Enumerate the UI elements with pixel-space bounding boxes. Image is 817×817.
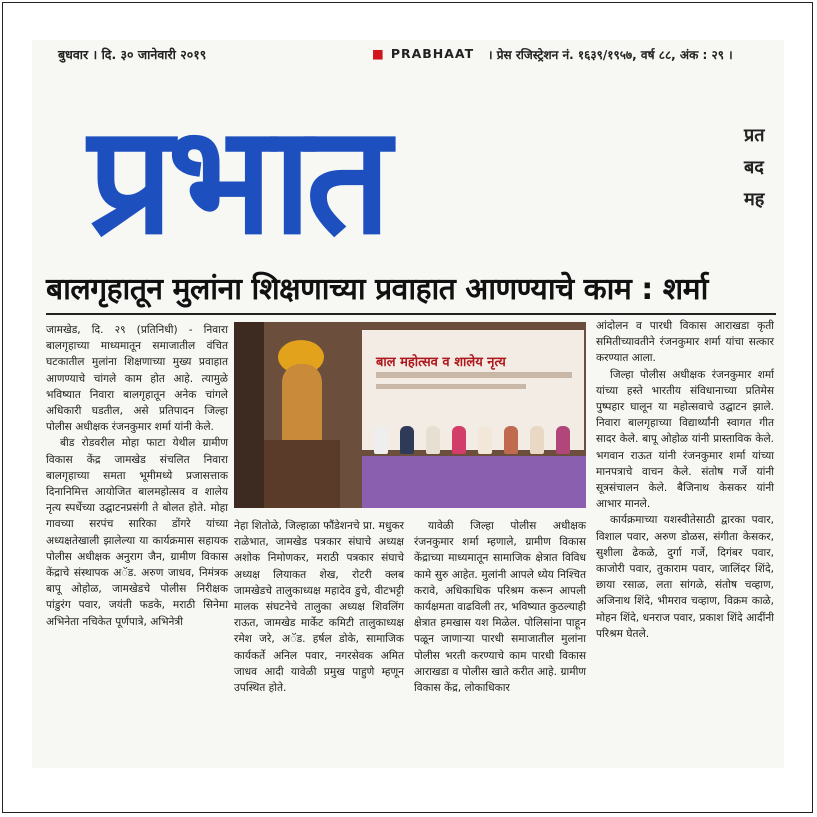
- guest-figure: [556, 426, 570, 454]
- column-2: [234, 518, 404, 696]
- event-photo: [234, 322, 586, 508]
- seated-guests: [374, 426, 574, 458]
- bullet-icon: ■: [372, 46, 385, 61]
- banner-line: [376, 384, 526, 389]
- column-4: [596, 318, 774, 642]
- guest-figure: [530, 426, 544, 454]
- side-line: मह: [744, 189, 765, 210]
- newspaper-clipping: [32, 40, 784, 768]
- guest-figure: [400, 426, 414, 454]
- paragraph: आंदोलन व पारधी विकास आराखडा कृती समितीच्यावतीने रंजनकुमार शर्मा यांचा सत्कार करण्यात आला.: [596, 320, 774, 365]
- column-1: [46, 322, 228, 630]
- paragraph: जामखेड, दि. २९ (प्रतिनिधी) - निवारा बालगृहाच्या माध्यमातून समाजातील वंचित घटकातील मुलांना शिक्षणाच्या मुख्य प्रवाहात आणण्याचे चांगले काम होत आहे. त्यामुळे भविष्यात निवारा बालगृहातून अनेक चांगले अधिकारी घडतील, असे प्रतिपादन जिल्हा पोलीस अधीक्षक रंजनकुमार शर्मा यांनी केले.: [46, 324, 228, 434]
- photo-curtain: [234, 322, 264, 508]
- article-headline: बालगृहातून मुलांना शिक्षणाच्या प्रवाहात आणण्याचे काम : शर्मा: [46, 272, 708, 307]
- guest-figure: [374, 426, 388, 454]
- headline-rule: [46, 313, 776, 315]
- paragraph: कार्यक्रमाच्या यशस्वीतेसाठी द्वारका पवार, विशाल पवार, अरुण डोळस, संगीता केसकर, सुशीला ढेकळे, दुर्गा गर्जे, दिगंबर पवार, काजोरी पवार, तुकाराम पवार, जालिंदर शिंदे, छाया रसाळ, लता सांगळे, संतोष चव्हाण, अजिनाथ शिंदे, भीमराव चव्हाण, विक्रम काळे, मोहन शिंदे, धनराज पवार, प्रकाश शिंदे आदींनी परिश्रम घेतले.: [596, 514, 774, 640]
- side-line: प्रत: [744, 125, 765, 146]
- podium: [264, 440, 340, 508]
- side-line: बद: [744, 157, 764, 178]
- dateline: [58, 46, 778, 68]
- brand-label: PRABHAAT: [390, 46, 475, 61]
- issue-date: बुधवार । दि. ३० जानेवारी २०१९: [58, 47, 207, 62]
- registration-info: । प्रेस रजिस्ट्रेशन नं. १६३९/१९५७, वर्ष ८८, अंक : २९ ।: [488, 48, 733, 62]
- brand-name: [372, 46, 474, 61]
- masthead: [80, 68, 720, 268]
- banner-text: बाल महोत्सव व शालेय नृत्य: [376, 355, 506, 370]
- paragraph: जिल्हा पोलीस अधीक्षक रंजनकुमार शर्मा यांच्या हस्ते भारतीय संविधानाच्या प्रतिमेस पुष्पहार घालून या महोत्सवाचे उद्घाटन झाले. निवारा बालगृहाच्या विद्यार्थ्यांनी स्वागत गीत सादर केले. बापू ओहोळ यांनी प्रास्ताविक केले. भगवान राऊत यांनी रंजनकुमार शर्मा यांच्या मानपत्राचे वाचन केले. संतोष गर्जे यांनी सूत्रसंचालन केले. बैजिनाथ केसकर यांनी आभार मानले.: [596, 368, 774, 511]
- guest-figure: [426, 426, 440, 454]
- masthead-title: प्रभात: [88, 94, 386, 268]
- masthead-side-text: [744, 120, 784, 216]
- guest-figure: [478, 426, 492, 454]
- paragraph: बीड रोडवरील मोहा फाटा येथील ग्रामीण विकास केंद्र जामखेड संचलित निवारा बालगृहाच्या समता भूमीमध्ये प्रजासत्ताक दिनानिमित्त आयोजित बालमहोत्सव व शालेय नृत्य स्पर्धेच्या उद्घाटनप्रसंगी ते बोलत होते. मोहा गावच्या सरपंच सारिका डोंगरे यांच्या अध्यक्षतेखाली झालेल्या या कार्यक्रमास सहायक पोलीस अधीक्षक अनुराग जैन, ग्रामीण विकास केंद्राचे संस्थापक अॅड. अरुण जाधव, निमंत्रक बापू ओहोळ, जामखेडचे पोलीस निरीक्षक पांडुरंग पवार, जयंती फडके, मराठी सिनेमा अभिनेता नचिकेत पूर्णपात्रे, अभिनेत्री: [46, 437, 228, 628]
- paragraph: नेहा शितोळे, जिल्हाळा फौंडेशनचे प्रा. मधुकर राळेभात, जामखेड पत्रकार संघाचे अध्यक्ष अशोक निमोणकर, मराठी पत्रकार संघाचे अध्यक्ष लियाकत शेख, रोटरी क्लब जामखेडचे तालुकाध्यक्ष महादेव डुचे, वीटभट्टी मालक संघटनेचे तालुका अध्यक्ष शिवलिंग राऊत, जामखेड मार्केट कमिटी तालुकाध्यक्ष रमेश जरे, अॅड. हर्षल डोके, सामाजिक कार्यकर्ते अनिल पवार, नगरसेवक अमित जाधव आदी यावेळी प्रमुख पाहुणे म्हणून उपस्थित होते.: [234, 520, 404, 695]
- paragraph: यावेळी जिल्हा पोलीस अधीक्षक रंजनकुमार शर्मा म्हणाले, ग्रामीण विकास केंद्राच्या माध्यमातून सामाजिक क्षेत्रात विविध कामे सुरु आहेत. मुलांनी आपले ध्येय निश्चित करावे, अधिकाधिक परिश्रम करून आपली कार्यक्षमता वाढविली तर, भविष्यात कुठल्याही क्षेत्रात हमखास यश मिळेल. पोलिसांना पाहून पळून जाणाऱ्या पारधी समाजातील मुलांना पोलीस भरती करण्याचे काम पारधी विकास आराखडा व पोलीस खाते करीत आहे. ग्रामीण विकास केंद्र, लोकाधिकार: [414, 520, 586, 695]
- column-3: [414, 518, 586, 696]
- guest-figure: [452, 426, 466, 454]
- stage-table: [362, 456, 586, 508]
- guest-figure: [504, 426, 518, 454]
- banner-line: [376, 372, 572, 378]
